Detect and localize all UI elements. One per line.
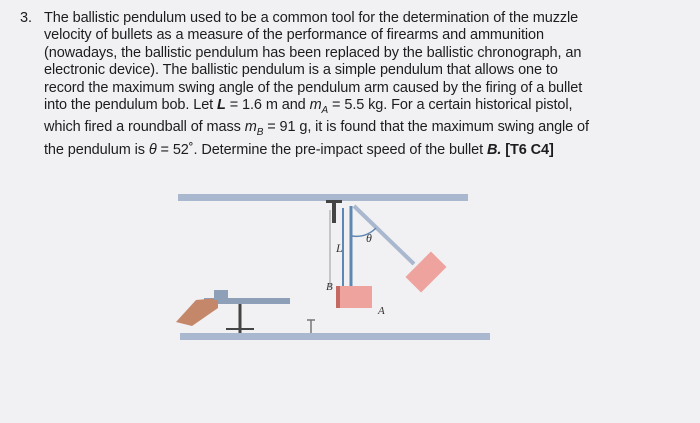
problem-line-5: record the maximum swing angle of the pendulum arm caused by the firing of a bullet [44, 79, 583, 96]
swung-bob [405, 251, 446, 292]
floor-beam [180, 333, 490, 340]
problem-tag: [T6 C4] [501, 141, 554, 158]
angle-arc [352, 228, 376, 236]
symbol-B: B. [487, 141, 502, 158]
pistol-lock [214, 290, 228, 300]
problem-line-3: (nowadays, the ballistic pendulum has been replaced by the ballistic chronograph, an [44, 44, 582, 61]
symbol-mA: m [309, 97, 322, 114]
ceiling-beam [178, 194, 468, 201]
pendulum-bob [338, 286, 372, 308]
label-B: B [326, 281, 333, 293]
pendulum-figure [168, 186, 500, 354]
symbol-L: L [217, 97, 226, 114]
problem-line-2: velocity of bullets as a measure of the performance of firearms and ammunition [44, 27, 544, 44]
label-theta: θ [366, 231, 372, 245]
problem-statement [20, 10, 690, 159]
pistol-grip [176, 298, 218, 326]
label-L: L [336, 241, 343, 255]
label-A: A [378, 305, 385, 317]
problem-line-8: the pendulum is θ = 52˚. Determine the pre-impact speed of the bullet B. [T6 C4] [44, 141, 554, 158]
problem-line-4: electronic device). The ballistic pendulum is a simple pendulum that allows one to [44, 62, 558, 79]
problem-line-7: which fired a roundball of mass $m_B = 91$ g, it is found that the maximum swing angle of [44, 119, 589, 139]
problem-line-1: 3. The ballistic pendulum used to be a common tool for the determination of the muzzle [20, 10, 579, 26]
problem-line-6: into the pendulum bob. Let L = 1.6 m and $m_A = 5.5$ kg. For a certain historical pistol, [44, 97, 573, 116]
symbol-mB: m [244, 119, 257, 136]
pivot-bracket [332, 201, 336, 223]
symbol-theta: θ [148, 141, 157, 158]
problem-number: 3. [20, 10, 32, 26]
